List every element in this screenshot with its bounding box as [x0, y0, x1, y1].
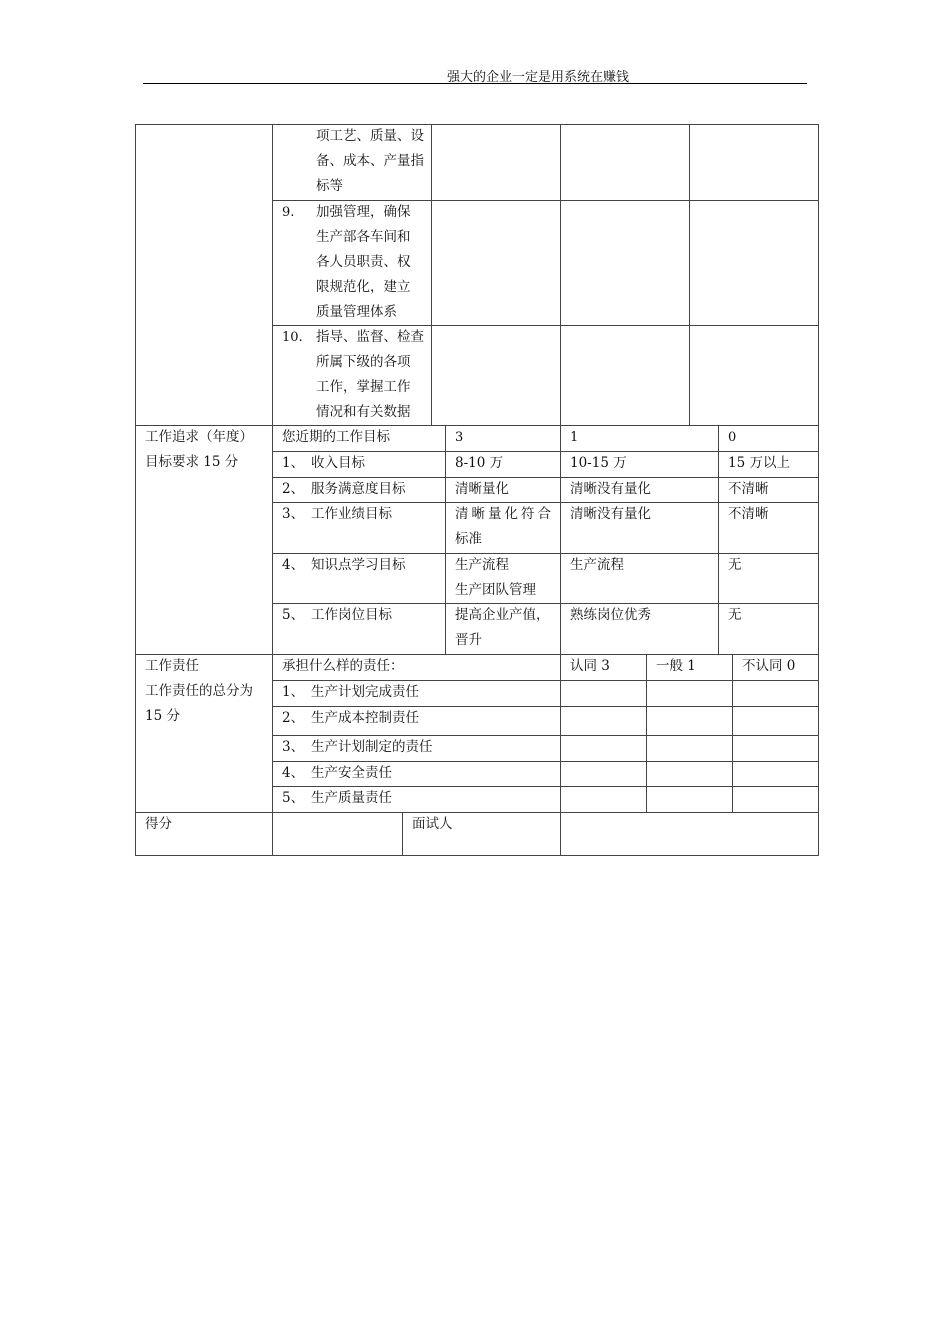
table-rule: [135, 124, 819, 125]
item-line: 所属下级的各项: [316, 354, 411, 370]
table-rule: [689, 124, 690, 425]
goal-score-1: 10-15 万: [570, 455, 627, 471]
header-rule: [143, 83, 807, 84]
table-rule: [718, 425, 719, 655]
table-rule: [445, 425, 446, 655]
responsibility-name: 生产成本控制责任: [311, 710, 419, 726]
goal-number: 3、: [282, 506, 305, 522]
responsibility-number: 2、: [282, 710, 305, 726]
responsibility-name: 生产安全责任: [311, 765, 392, 781]
goal-score-1: 清晰没有量化: [570, 481, 651, 497]
item-line: 情况和有关数据: [316, 404, 411, 420]
goal-score-3: 清晰量化符合: [455, 506, 551, 522]
goal-score-0: 不清晰: [728, 506, 769, 522]
table-rule: [818, 124, 819, 856]
goal-score-3: 清晰量化: [455, 481, 509, 497]
table-rule: [560, 812, 561, 856]
item-line: 指导、监督、检查: [316, 329, 424, 345]
score-label: 得分: [145, 816, 172, 832]
goals-header-title: 您近期的工作目标: [282, 429, 390, 445]
item-line: 备、成本、产量指: [316, 153, 424, 169]
goals-header-score-1: 1: [570, 430, 579, 445]
goal-score-0: 不清晰: [728, 481, 769, 497]
item-line: 各人员职责、权: [316, 254, 411, 270]
table-rule: [560, 654, 561, 812]
goal-number: 4、: [282, 557, 305, 573]
responsibility-header-disagree: 不认同 0: [742, 658, 796, 674]
goals-label: 目标要求 15 分: [145, 454, 239, 470]
table-rule: [135, 654, 819, 655]
table-rule: [402, 812, 403, 856]
responsibility-header-agree: 认同 3: [570, 658, 610, 674]
responsibility-header-normal: 一般 1: [656, 658, 696, 674]
responsibility-label: 15 分: [145, 708, 180, 724]
table-rule: [560, 124, 561, 425]
responsibility-name: 生产质量责任: [311, 790, 392, 806]
goal-score-3: 生产流程: [455, 557, 509, 573]
table-rule: [732, 654, 733, 812]
responsibility-header-title: 承担什么样的责任：: [282, 658, 404, 674]
responsibility-name: 生产计划制定的责任: [311, 739, 433, 755]
responsibility-label: 工作责任的总分为: [145, 683, 253, 699]
table-rule: [135, 812, 819, 813]
table-rule: [272, 124, 273, 812]
table-rule: [646, 654, 647, 812]
goal-score-0: 无: [728, 557, 742, 573]
goal-score-1: 熟练岗位优秀: [570, 607, 651, 623]
goals-label: 工作追求（年度）: [145, 429, 253, 445]
goal-name: 工作岗位目标: [311, 607, 392, 623]
table-rule: [431, 124, 432, 425]
goal-score-3-cont: 生产团队管理: [455, 582, 536, 598]
goal-score-0: 无: [728, 607, 742, 623]
goal-name: 知识点学习目标: [311, 557, 406, 573]
goal-score-3: 提高企业产值，: [455, 607, 550, 623]
responsibility-label: 工作责任: [145, 658, 199, 674]
goal-number: 5、: [282, 607, 305, 623]
item-line: 项工艺、质量、设: [316, 128, 424, 144]
goal-number: 2、: [282, 481, 305, 497]
table-rule: [135, 124, 136, 856]
header-title: 强大的企业一定是用系统在赚钱: [447, 70, 630, 85]
goal-name: 工作业绩目标: [311, 506, 392, 522]
item-line: 加强管理，确保: [316, 204, 411, 220]
table-rule: [560, 425, 561, 655]
table-rule: [135, 855, 819, 856]
item-number: 10.: [282, 330, 303, 345]
goal-number: 1、: [282, 455, 305, 471]
responsibility-number: 4、: [282, 765, 305, 781]
item-number: 9.: [282, 205, 295, 220]
goal-name: 收入目标: [311, 455, 365, 471]
item-line: 生产部各车间和: [316, 229, 411, 245]
responsibility-name: 生产计划完成责任: [311, 684, 419, 700]
goal-score-3: 8-10 万: [455, 455, 504, 471]
interviewer-label: 面试人: [412, 816, 453, 832]
goal-name: 服务满意度目标: [311, 481, 406, 497]
goal-score-1: 清晰没有量化: [570, 506, 651, 522]
goal-score-0: 15 万以上: [728, 455, 790, 471]
goals-header-score-3: 3: [455, 430, 464, 445]
goal-score-3-cont: 晋升: [455, 632, 482, 648]
item-line: 质量管理体系: [316, 304, 397, 320]
item-line: 标等: [316, 178, 343, 194]
goal-score-1: 生产流程: [570, 557, 624, 573]
table-rule: [272, 812, 273, 856]
item-line: 工作，掌握工作: [316, 379, 411, 395]
goal-score-3-cont: 标准: [455, 531, 482, 547]
item-line: 限规范化，建立: [316, 279, 411, 295]
responsibility-number: 5、: [282, 790, 305, 806]
responsibility-number: 3、: [282, 739, 305, 755]
responsibility-number: 1、: [282, 684, 305, 700]
goals-header-score-0: 0: [728, 430, 737, 445]
